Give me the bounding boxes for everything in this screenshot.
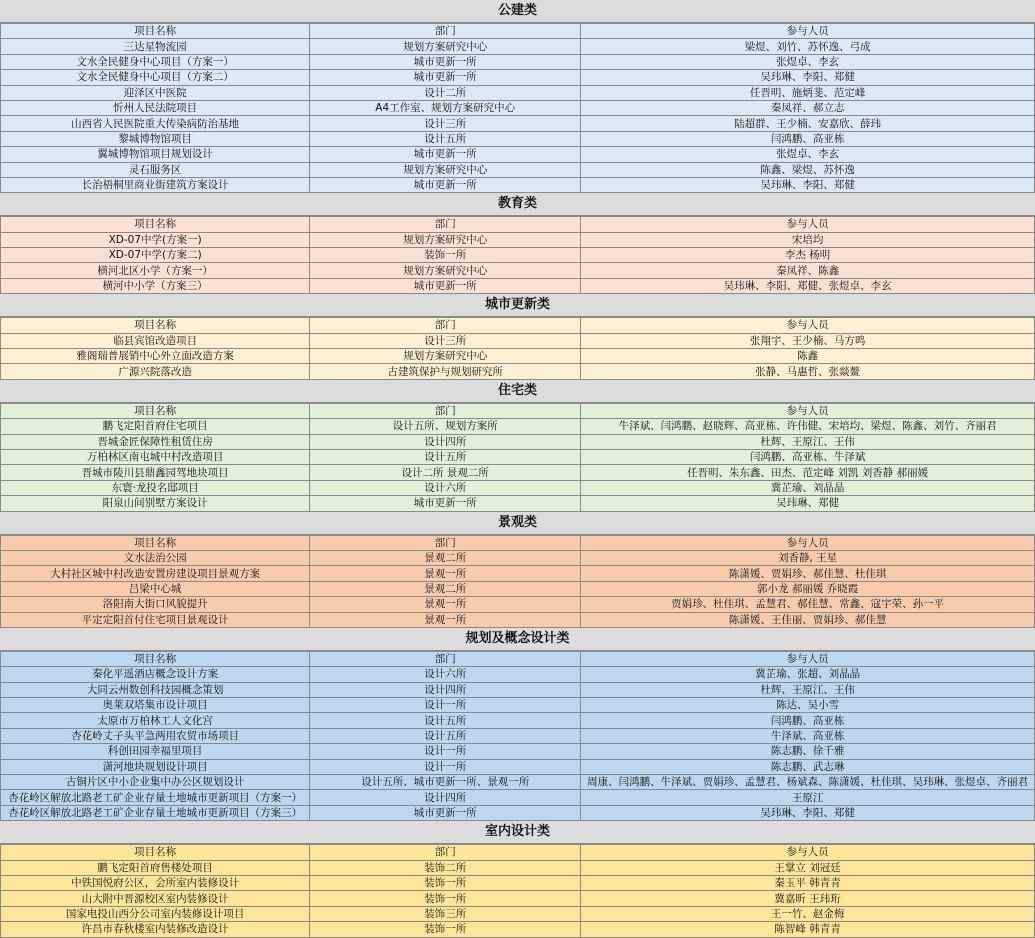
project-name-cell: 晋城金匠保障性租赁住房: [1, 434, 310, 449]
project-name-cell: 平定定阳首付住宅项目景观设计: [1, 612, 310, 627]
project-name-cell: 山大附中晋源校区室内装修设计: [1, 891, 310, 906]
participants-cell: 郭小龙 郝丽媛 乔晓霞: [581, 581, 1035, 596]
participants-cell: 杜辉、王原江、王伟: [581, 682, 1035, 697]
participants-cell: 任晋明、朱东鑫、田杰、范定峰 刘凯 刘香静 郝丽媛: [581, 465, 1035, 480]
table-row: [1, 805, 1035, 820]
participants-cell: 陈志鹏、徐千雅: [581, 744, 1035, 759]
header-cell-dept: 部门: [310, 535, 581, 550]
participants-cell: 陈鑫: [581, 349, 1035, 364]
project-name-cell: 忻州人民法院项目: [1, 100, 310, 115]
participants-cell: 秦凤祥、郝立志: [581, 100, 1035, 115]
project-name-cell: 杏花岭区解放北路老工矿企业存量土地城市更新项目（方案一）: [1, 790, 310, 805]
header-cell-dept: 部门: [310, 24, 581, 39]
participants-cell: 张静、马惠哲、张燚鳌: [581, 364, 1035, 379]
participants-cell: 冀芷瑜、刘晶晶: [581, 480, 1035, 495]
project-name-cell: 翼城博物馆项目规划设计: [1, 147, 310, 162]
participants-cell: 周康、闫鸿鹏、牛泽斌、贾娟珍、孟慧君、杨斌森、陈潇媛、杜佳琪、吴玮琳、张煜卓、齐丽君: [581, 775, 1035, 790]
department-cell: 装饰一所: [310, 922, 581, 937]
project-name-cell: 黎城博物馆项目: [1, 131, 310, 146]
project-name-cell: 潇河地块规划设计项目: [1, 759, 310, 774]
project-name-cell: 山西省人民医院重大传染病防治基地: [1, 116, 310, 131]
department-cell: 城市更新一所: [310, 70, 581, 85]
category-title: 住宅类: [0, 380, 1035, 403]
department-cell: 景观一所: [310, 612, 581, 627]
table-row: [1, 906, 1035, 921]
project-name-cell: 广源兴院落改造: [1, 364, 310, 379]
table-row: [1, 70, 1035, 85]
table-row: [1, 759, 1035, 774]
header-row: [1, 651, 1035, 666]
participants-cell: 冀芷瑜、张超、刘晶晶: [581, 667, 1035, 682]
header-row: [1, 318, 1035, 333]
header-cell-name: 项目名称: [1, 845, 310, 860]
department-cell: 古建筑保护与规划研究所: [310, 364, 581, 379]
table-row: [1, 54, 1035, 69]
department-cell: 城市更新一所: [310, 496, 581, 511]
project-name-cell: 文水法治公园: [1, 550, 310, 565]
department-cell: 规划方案研究中心: [310, 39, 581, 54]
department-cell: 设计五所、规划方案所: [310, 419, 581, 434]
table-row: [1, 728, 1035, 743]
department-cell: 装饰一所: [310, 875, 581, 890]
header-row: [1, 535, 1035, 550]
participants-cell: 牛泽斌、闫鸿鹏、赵晓辉、高亚栋、许伟健、宋培均、梁煜、陈鑫、刘竹、齐丽君: [581, 419, 1035, 434]
category-table: [0, 317, 1035, 380]
participants-cell: 吴玮琳、李阳、郑健: [581, 177, 1035, 192]
participants-cell: 闫鸿鹏、高亚栋: [581, 713, 1035, 728]
header-cell-dept: 部门: [310, 403, 581, 418]
category-table: [0, 844, 1035, 937]
project-name-cell: 鹏飞定阳首府售楼处项目: [1, 860, 310, 875]
category-title: 景观类: [0, 512, 1035, 535]
project-name-cell: 奥莱双塔集市设计项目: [1, 698, 310, 713]
department-cell: 景观二所: [310, 550, 581, 565]
project-name-cell: 许昌市春秋楼室内装修改造设计: [1, 922, 310, 937]
project-name-cell: 长治梧桐里商业街建筑方案设计: [1, 177, 310, 192]
project-name-cell: 杏花岭丈子头平急两用农贸市场项目: [1, 728, 310, 743]
table-row: [1, 860, 1035, 875]
project-name-cell: 国家电投山西分公司室内装修设计项目: [1, 906, 310, 921]
table-row: [1, 597, 1035, 612]
table-row: [1, 85, 1035, 100]
project-name-cell: 东寰·龙投名邸项目: [1, 480, 310, 495]
table-row: [1, 449, 1035, 464]
participants-cell: 陈智峰 韩青青: [581, 922, 1035, 937]
department-cell: 设计一所: [310, 698, 581, 713]
department-cell: 装饰二所: [310, 860, 581, 875]
project-name-cell: XD-07中学(方案二): [1, 248, 310, 263]
participants-cell: 闫鸿鹏、高亚栋、牛泽斌: [581, 449, 1035, 464]
table-row: [1, 131, 1035, 146]
participants-cell: 秦凤祥、陈鑫: [581, 263, 1035, 278]
header-cell-people: 参与人员: [581, 845, 1035, 860]
department-cell: 设计五所: [310, 713, 581, 728]
participants-cell: 秦玉平 韩青青: [581, 875, 1035, 890]
participants-cell: 李杰 杨明: [581, 248, 1035, 263]
table-row: [1, 349, 1035, 364]
department-cell: 设计四所: [310, 790, 581, 805]
department-cell: 设计六所: [310, 667, 581, 682]
department-cell: 设计一所: [310, 744, 581, 759]
category-table: [0, 403, 1035, 512]
participants-cell: 杜辉、王原江、王伟: [581, 434, 1035, 449]
project-name-cell: 太原市万柏林工人文化宫: [1, 713, 310, 728]
category-title: 规划及概念设计类: [0, 628, 1035, 651]
category-section: [0, 193, 1035, 294]
project-name-cell: 鹏飞定阳首府住宅项目: [1, 419, 310, 434]
department-cell: 设计五所: [310, 131, 581, 146]
project-name-cell: 横河北区小学（方案一）: [1, 263, 310, 278]
department-cell: 景观一所: [310, 566, 581, 581]
header-cell-dept: 部门: [310, 651, 581, 666]
table-row: [1, 465, 1035, 480]
participants-cell: 王原江: [581, 790, 1035, 805]
project-name-cell: 文水全民健身中心项目（方案二）: [1, 70, 310, 85]
project-name-cell: 大同云州数创科技园概念策划: [1, 682, 310, 697]
table-row: [1, 566, 1035, 581]
category-table: [0, 651, 1035, 821]
participants-cell: 王一竹、赵金梅: [581, 906, 1035, 921]
participants-cell: 王掌立 刘冠廷: [581, 860, 1035, 875]
category-section: [0, 294, 1035, 380]
header-row: [1, 217, 1035, 232]
department-cell: 设计二所 景观二所: [310, 465, 581, 480]
header-cell-people: 参与人员: [581, 535, 1035, 550]
header-row: [1, 24, 1035, 39]
category-table: [0, 535, 1035, 628]
participants-cell: 陈达、吴小雪: [581, 698, 1035, 713]
table-row: [1, 100, 1035, 115]
department-cell: 规划方案研究中心: [310, 263, 581, 278]
table-row: [1, 480, 1035, 495]
project-name-cell: XD-07中学(方案一): [1, 232, 310, 247]
department-cell: 规划方案研究中心: [310, 349, 581, 364]
table-row: [1, 116, 1035, 131]
header-cell-dept: 部门: [310, 845, 581, 860]
department-cell: 装饰一所: [310, 891, 581, 906]
table-row: [1, 434, 1035, 449]
participants-cell: 宋培均: [581, 232, 1035, 247]
participants-cell: 闫鸿鹏、高亚栋: [581, 131, 1035, 146]
table-row: [1, 775, 1035, 790]
department-cell: 规划方案研究中心: [310, 162, 581, 177]
department-cell: 设计四所: [310, 434, 581, 449]
table-row: [1, 744, 1035, 759]
header-cell-dept: 部门: [310, 318, 581, 333]
header-cell-name: 项目名称: [1, 318, 310, 333]
department-cell: 设计三所: [310, 333, 581, 348]
table-row: [1, 364, 1035, 379]
participants-cell: 吴玮琳、李阳、郑健: [581, 70, 1035, 85]
department-cell: 装饰一所: [310, 248, 581, 263]
category-title: 教育类: [0, 193, 1035, 216]
participants-cell: 陈志鹏、武志琳: [581, 759, 1035, 774]
participants-cell: 吴玮琳、郑健: [581, 496, 1035, 511]
table-row: [1, 550, 1035, 565]
department-cell: 设计一所: [310, 759, 581, 774]
table-row: [1, 248, 1035, 263]
department-cell: 景观一所: [310, 597, 581, 612]
participants-cell: 梁煜、刘竹、苏怀逸、弓成: [581, 39, 1035, 54]
category-table: [0, 216, 1035, 294]
project-name-cell: 横河中小学（方案三）: [1, 278, 310, 293]
department-cell: 设计二所: [310, 85, 581, 100]
department-cell: A4工作室、规划方案研究中心: [310, 100, 581, 115]
project-name-cell: 迎泽区中医院: [1, 85, 310, 100]
category-section: [0, 821, 1035, 937]
participants-cell: 吴玮琳、李阳、郑健: [581, 805, 1035, 820]
table-row: [1, 698, 1035, 713]
table-row: [1, 147, 1035, 162]
header-cell-people: 参与人员: [581, 24, 1035, 39]
header-cell-people: 参与人员: [581, 403, 1035, 418]
project-name-cell: 临县宾馆改造项目: [1, 333, 310, 348]
project-name-cell: 万柏林区南屯城中村改造项目: [1, 449, 310, 464]
table-row: [1, 667, 1035, 682]
participants-cell: 陆超群、王少楠、安嘉欣、薛玮: [581, 116, 1035, 131]
department-cell: 设计五所、城市更新一所、景观一所: [310, 775, 581, 790]
project-name-cell: 杏花岭区解放北路老工矿企业存量土地城市更新项目（方案三）: [1, 805, 310, 820]
participants-cell: 张煜卓、李玄: [581, 54, 1035, 69]
header-cell-name: 项目名称: [1, 403, 310, 418]
table-row: [1, 333, 1035, 348]
table-row: [1, 39, 1035, 54]
participants-cell: 牛泽斌、高亚栋: [581, 728, 1035, 743]
participants-cell: 贾娟珍、杜佳琪、孟慧君、郝佳慧、常鑫、寇宇荣、孙一平: [581, 597, 1035, 612]
department-cell: 设计三所: [310, 116, 581, 131]
department-cell: 设计五所: [310, 449, 581, 464]
table-row: [1, 232, 1035, 247]
participants-cell: 吴玮琳、李阳、郑健、张煜卓、李玄: [581, 278, 1035, 293]
participants-cell: 任晋明、施炳斐、范定峰: [581, 85, 1035, 100]
department-cell: 景观二所: [310, 581, 581, 596]
header-row: [1, 403, 1035, 418]
department-cell: 设计四所: [310, 682, 581, 697]
table-row: [1, 922, 1035, 937]
category-title: 公建类: [0, 0, 1035, 23]
participants-cell: 陈鑫、梁煜、苏怀逸: [581, 162, 1035, 177]
header-cell-name: 项目名称: [1, 651, 310, 666]
table-row: [1, 162, 1035, 177]
department-cell: 城市更新一所: [310, 54, 581, 69]
project-name-cell: 阳泉山间别墅方案设计: [1, 496, 310, 511]
header-cell-name: 项目名称: [1, 535, 310, 550]
table-row: [1, 713, 1035, 728]
table-row: [1, 612, 1035, 627]
table-row: [1, 496, 1035, 511]
header-cell-people: 参与人员: [581, 651, 1035, 666]
project-name-cell: 吕梁中心城: [1, 581, 310, 596]
header-cell-people: 参与人员: [581, 318, 1035, 333]
participants-cell: 刘香静, 王星: [581, 550, 1035, 565]
category-section: [0, 628, 1035, 821]
project-name-cell: 雅阁瑞普展销中心外立面改造方案: [1, 349, 310, 364]
project-name-cell: 灵石服务区: [1, 162, 310, 177]
category-section: [0, 0, 1035, 193]
department-cell: 城市更新一所: [310, 805, 581, 820]
category-section: [0, 380, 1035, 512]
department-cell: 设计六所: [310, 480, 581, 495]
table-row: [1, 581, 1035, 596]
project-name-cell: 古铜片区中小企业集中办公区规划设计: [1, 775, 310, 790]
project-name-cell: 秦化平遥酒店概念设计方案: [1, 667, 310, 682]
header-cell-people: 参与人员: [581, 217, 1035, 232]
participants-cell: 冀嘉昕 王玮珩: [581, 891, 1035, 906]
department-cell: 装饰三所: [310, 906, 581, 921]
header-row: [1, 845, 1035, 860]
project-name-cell: 科创田园幸福里项目: [1, 744, 310, 759]
project-name-cell: 文水全民健身中心项目（方案一）: [1, 54, 310, 69]
table-row: [1, 263, 1035, 278]
header-cell-name: 项目名称: [1, 24, 310, 39]
table-row: [1, 682, 1035, 697]
table-row: [1, 278, 1035, 293]
table-row: [1, 177, 1035, 192]
category-section: [0, 512, 1035, 628]
project-name-cell: 中铁国悦府公区，会所室内装修设计: [1, 875, 310, 890]
category-table: [0, 23, 1035, 193]
department-cell: 城市更新一所: [310, 177, 581, 192]
table-row: [1, 875, 1035, 890]
category-title: 室内设计类: [0, 821, 1035, 844]
department-cell: 城市更新一所: [310, 147, 581, 162]
department-cell: 城市更新一所: [310, 278, 581, 293]
table-row: [1, 419, 1035, 434]
department-cell: 规划方案研究中心: [310, 232, 581, 247]
table-row: [1, 790, 1035, 805]
project-name-cell: 洛阳南大街口风貌提升: [1, 597, 310, 612]
participants-cell: 陈潇媛、王佳丽、贾娟珍、郝佳慧: [581, 612, 1035, 627]
participants-cell: 张煜卓、李玄: [581, 147, 1035, 162]
participants-cell: 陈潇媛、贾娟珍、郝佳慧、杜佳琪: [581, 566, 1035, 581]
project-name-cell: 三达星物流园: [1, 39, 310, 54]
project-name-cell: 晋城市陵川县鼎鑫园驾地块项目: [1, 465, 310, 480]
header-cell-dept: 部门: [310, 217, 581, 232]
table-row: [1, 891, 1035, 906]
project-name-cell: 大村社区城中村改造安置房建设项目景观方案: [1, 566, 310, 581]
category-title: 城市更新类: [0, 294, 1035, 317]
header-cell-name: 项目名称: [1, 217, 310, 232]
participants-cell: 张翔宇、王少楠、马方鸣: [581, 333, 1035, 348]
department-cell: 设计五所: [310, 728, 581, 743]
